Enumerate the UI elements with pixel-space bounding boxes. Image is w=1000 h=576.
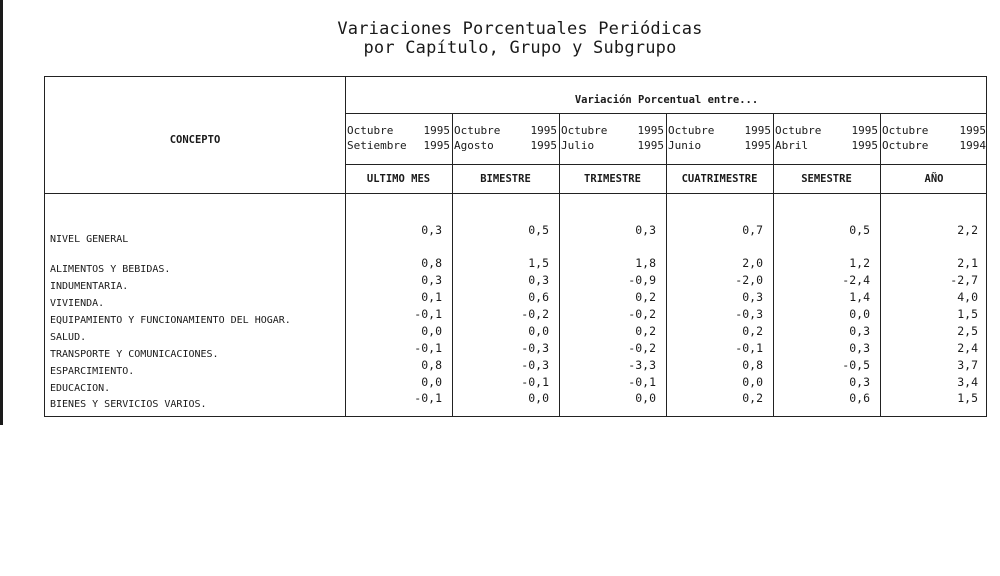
row-label-nivel-general: NIVEL GENERAL: [50, 234, 129, 245]
value-cell: -2,4: [842, 273, 870, 287]
value-cell: 0,2: [635, 324, 656, 338]
value-cell: 0,3: [421, 223, 442, 237]
value-cell: 0,0: [421, 375, 442, 389]
value-cell: 2,0: [742, 256, 763, 270]
value-cell: 0,0: [528, 324, 549, 338]
value-cell: 2,5: [957, 324, 978, 338]
row-label: EQUIPAMIENTO Y FUNCIONAMIENTO DEL HOGAR.: [50, 315, 291, 326]
period-header: [882, 123, 986, 153]
period-to-month: Agosto: [454, 139, 494, 152]
row-label: ALIMENTOS Y BEBIDAS.: [50, 264, 171, 275]
value-cell: -0,1: [628, 375, 656, 389]
value-cell: 0,8: [742, 358, 763, 372]
row-label: VIVIENDA.: [50, 298, 105, 309]
value-cell: 4,0: [957, 290, 978, 304]
period-header: [454, 123, 557, 153]
value-cell: 0,0: [849, 307, 870, 321]
period-to-year: 1995: [423, 139, 450, 152]
value-cell: -0,1: [735, 341, 763, 355]
value-cell: 0,0: [528, 391, 549, 405]
row-label: SALUD.: [50, 332, 87, 343]
value-cell: 0,6: [528, 290, 549, 304]
value-cell: 0,3: [742, 290, 763, 304]
value-cell: -0,1: [521, 375, 549, 389]
period-from-month: Octubre: [775, 124, 822, 137]
column-label: BIMESTRE: [480, 173, 531, 185]
value-cell: 0,5: [849, 223, 870, 237]
value-cell: 0,3: [528, 273, 549, 287]
value-cell: -0,3: [521, 341, 549, 355]
value-cell: -2,7: [950, 273, 978, 287]
value-cell: 0,6: [849, 391, 870, 405]
period-to-year: 1995: [530, 139, 557, 152]
period-header: [668, 123, 771, 153]
column-label: CUATRIMESTRE: [681, 173, 758, 185]
period-from: [882, 123, 986, 138]
period-to: [882, 138, 986, 153]
period-from-month: Octubre: [882, 124, 929, 137]
value-cell: 0,8: [421, 256, 442, 270]
period-to-month: Julio: [561, 139, 595, 152]
period-from-year: 1995: [959, 124, 986, 137]
value-cell: 0,3: [421, 273, 442, 287]
value-cell: 2,1: [957, 256, 978, 270]
title-line-1: Variaciones Porcentuales Periódicas: [337, 19, 703, 39]
value-cell: 0,3: [635, 223, 656, 237]
concepto-header: CONCEPTO: [169, 134, 221, 146]
value-cell: 0,2: [635, 290, 656, 304]
period-from-year: 1995: [530, 124, 557, 137]
value-cell: -0,3: [735, 307, 763, 321]
value-cell: 0,3: [849, 324, 870, 338]
value-cell: 0,0: [635, 391, 656, 405]
value-cell: 1,5: [957, 307, 978, 321]
value-cell: 0,7: [742, 223, 763, 237]
period-to-month: Junio: [668, 139, 702, 152]
value-cell: 0,0: [742, 375, 763, 389]
value-cell: 2,2: [957, 223, 978, 237]
value-cell: 2,4: [957, 341, 978, 355]
scan-edge-rule: [0, 0, 3, 425]
period-to-month: Octubre: [882, 139, 929, 152]
value-cell: -0,2: [628, 341, 656, 355]
value-cell: 0,1: [421, 290, 442, 304]
header-span-label: Variación Porcentual entre...: [574, 94, 759, 106]
value-cell: 0,2: [742, 391, 763, 405]
period-from: [561, 123, 664, 138]
period-to-year: 1995: [744, 139, 771, 152]
value-cell: -0,3: [521, 358, 549, 372]
value-cell: -3,3: [628, 358, 656, 372]
row-label: TRANSPORTE Y COMUNICACIONES.: [50, 349, 219, 360]
value-cell: 1,4: [849, 290, 870, 304]
value-cell: 3,7: [957, 358, 978, 372]
period-from-month: Octubre: [668, 124, 715, 137]
column-label: SEMESTRE: [801, 173, 852, 185]
value-cell: -2,0: [735, 273, 763, 287]
period-from-month: Octubre: [561, 124, 608, 137]
period-header: [561, 123, 664, 153]
period-from-year: 1995: [744, 124, 771, 137]
value-cell: -0,1: [414, 341, 442, 355]
period-header: [775, 123, 878, 153]
period-from-year: 1995: [851, 124, 878, 137]
period-to: [561, 138, 664, 153]
period-from: [668, 123, 771, 138]
value-cell: -0,1: [414, 307, 442, 321]
period-from: [454, 123, 557, 138]
column-label: ULTIMO MES: [366, 173, 431, 185]
value-cell: 1,8: [635, 256, 656, 270]
period-from: [347, 123, 450, 138]
period-to-year: 1995: [637, 139, 664, 152]
value-cell: 0,5: [528, 223, 549, 237]
title-line-2: por Capítulo, Grupo y Subgrupo: [363, 38, 677, 58]
value-cell: -0,5: [842, 358, 870, 372]
row-label: ESPARCIMIENTO.: [50, 366, 135, 377]
period-to-month: Abril: [775, 139, 809, 152]
period-from-month: Octubre: [347, 124, 394, 137]
period-from: [775, 123, 878, 138]
value-cell: 0,3: [849, 341, 870, 355]
row-label: INDUMENTARIA.: [50, 281, 129, 292]
column-label: TRIMESTRE: [584, 173, 641, 185]
value-cell: -0,9: [628, 273, 656, 287]
value-cell: -0,2: [521, 307, 549, 321]
value-cell: 1,2: [849, 256, 870, 270]
row-label: EDUCACION.: [50, 383, 111, 394]
period-to-year: 1995: [851, 139, 878, 152]
period-from-month: Octubre: [454, 124, 501, 137]
value-cell: 0,2: [742, 324, 763, 338]
period-from-year: 1995: [423, 124, 450, 137]
value-cell: 1,5: [957, 391, 978, 405]
value-cell: 0,3: [849, 375, 870, 389]
period-to: [775, 138, 878, 153]
rule-under-header: [45, 193, 986, 194]
value-cell: -0,1: [414, 391, 442, 405]
value-cell: 1,5: [528, 256, 549, 270]
value-cell: 0,0: [421, 324, 442, 338]
document-title: [0, 20, 1000, 58]
period-header: [347, 123, 450, 153]
period-to-year: 1994: [959, 139, 986, 152]
period-to: [668, 138, 771, 153]
period-to: [347, 138, 450, 153]
period-to-month: Setiembre: [347, 139, 407, 152]
column-label: AÑO: [924, 173, 944, 185]
value-cell: 3,4: [957, 375, 978, 389]
value-cell: 0,8: [421, 358, 442, 372]
period-to: [454, 138, 557, 153]
value-cell: -0,2: [628, 307, 656, 321]
row-label: BIENES Y SERVICIOS VARIOS.: [50, 399, 207, 410]
period-from-year: 1995: [637, 124, 664, 137]
variation-table: [44, 76, 987, 417]
